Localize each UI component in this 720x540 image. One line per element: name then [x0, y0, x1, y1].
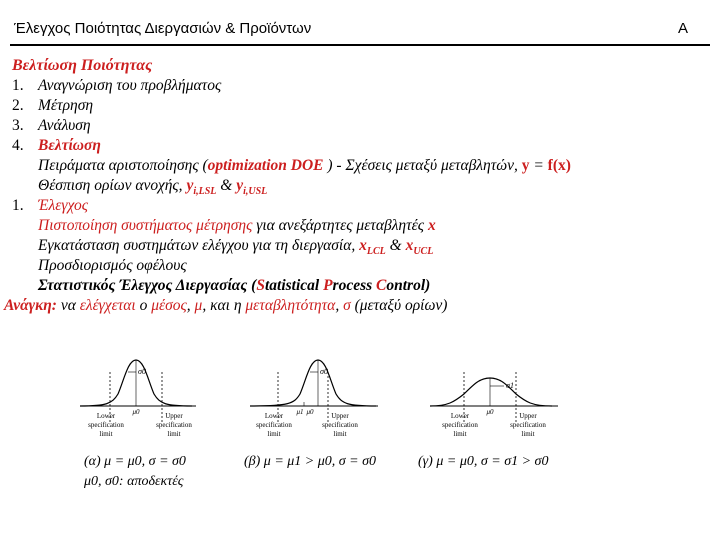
text-fragment: optimization DOE	[207, 157, 324, 174]
sigma-label: σ1	[506, 381, 514, 390]
upper-label: Upper	[331, 412, 349, 420]
caption-acceptable: μ0, σ0: αποδεκτές	[84, 474, 184, 489]
header-letter: A	[677, 20, 688, 37]
text-fragment: ontrol)	[386, 277, 431, 294]
limit-label: limit	[333, 430, 347, 438]
spec-label: specification	[322, 421, 358, 429]
text-fragment: UCL	[413, 246, 434, 258]
figure-b-distribution	[248, 352, 408, 450]
slide-header	[0, 0, 720, 46]
text-fragment: να	[56, 297, 80, 314]
list-item-4	[12, 136, 712, 156]
figure-a-distribution	[78, 352, 238, 450]
spec-label: specification	[510, 421, 546, 429]
limit-label: limit	[267, 430, 281, 438]
text-fragment: &	[385, 237, 406, 254]
text-fragment: μέσος	[151, 297, 187, 314]
text-fragment: x	[359, 237, 367, 254]
text-fragment: σ	[343, 297, 351, 314]
list-item-5	[12, 196, 712, 216]
text-fragment: x	[405, 237, 414, 254]
text-fragment: Στατιστικός Έλεγχος Διεργασίας (	[38, 277, 257, 294]
sub-item-tolerance	[12, 176, 712, 196]
distribution-figures	[78, 352, 590, 452]
mu-label: μ0	[132, 408, 140, 416]
normal-curve	[430, 378, 552, 406]
list-text: Βελτίωση	[38, 137, 101, 154]
limit-label: limit	[167, 430, 181, 438]
text-fragment: y	[236, 177, 244, 194]
upper-label: Upper	[519, 412, 537, 420]
text-fragment: ελέγχεται	[79, 297, 136, 314]
text-fragment: i,LSL	[193, 186, 217, 198]
caption-c: (γ) μ = μ0, σ = σ1 > σ0	[418, 454, 549, 469]
text-fragment: ,	[186, 297, 195, 314]
text-fragment: P	[323, 277, 333, 294]
list-text: Μέτρηση	[38, 97, 94, 114]
list-item-2	[12, 96, 712, 116]
normal-curve	[250, 360, 376, 406]
limit-label: limit	[521, 430, 535, 438]
sub-item-optimization	[12, 156, 712, 176]
text-fragment: LCL	[366, 246, 386, 258]
text-fragment: Πειράματα αριστοποίησης (	[38, 157, 208, 174]
caption-a: (α) μ = μ0, σ = σ0	[84, 454, 186, 469]
sub-item-spc	[12, 276, 712, 296]
text-fragment: (μεταξύ ορίων)	[350, 297, 448, 314]
list-number: 1.	[12, 197, 24, 214]
text-fragment: i,USL	[243, 186, 268, 198]
sigma-label: σ0	[320, 367, 328, 376]
text-fragment: tatistical	[264, 277, 324, 294]
list-number: 4.	[12, 137, 24, 154]
figure-c-distribution	[428, 352, 588, 450]
text-fragment: μεταβλητότητα	[245, 297, 336, 314]
limit-label: limit	[99, 430, 113, 438]
lower-label: Lower	[264, 412, 284, 420]
lower-label: Lower	[96, 412, 116, 420]
mu0-label: μ0	[306, 408, 314, 416]
spec-label: specification	[88, 421, 124, 429]
caption-b: (β) μ = μ1 > μ0, σ = σ0	[244, 454, 377, 469]
sub-item-control-systems	[12, 236, 712, 256]
header-title: Έλεγχος Ποιότητας Διεργασιών & Προϊόντων	[14, 20, 312, 37]
text-fragment: x	[427, 217, 436, 234]
text-fragment: Πιστοποίηση συστήματος μέτρησης	[38, 217, 253, 234]
text-fragment: rocess	[332, 277, 377, 294]
mu1-label: μ1	[296, 408, 304, 416]
text-fragment: S	[256, 277, 265, 294]
sigma-label: σ0	[138, 367, 146, 376]
sub-item-benefit	[12, 256, 712, 276]
text-fragment: Προσδιορισμός οφέλους	[38, 257, 187, 274]
text-fragment: ,	[335, 297, 344, 314]
sub-item-measurement	[12, 216, 712, 236]
need-statement	[4, 296, 712, 316]
list-item-3	[12, 116, 712, 136]
text-fragment: για ανεξάρτητες μεταβλητές	[252, 217, 428, 234]
list-text: Έλεγχος	[38, 197, 88, 214]
text-fragment: &	[216, 177, 237, 194]
text-fragment: Εγκατάσταση συστημάτων ελέγχου για τη διεργασία,	[38, 237, 360, 254]
limit-label: limit	[453, 430, 467, 438]
spec-label: specification	[442, 421, 478, 429]
text-fragment: ο	[135, 297, 152, 314]
text-fragment: Θέσπιση ορίων ανοχής,	[38, 177, 187, 194]
list-text: Ανάλυση	[38, 117, 91, 134]
section-title: Βελτίωση Ποιότητας	[12, 57, 153, 74]
slide-content	[4, 56, 712, 316]
list-number: 1.	[12, 77, 24, 94]
mu-label: μ0	[486, 408, 494, 416]
text-fragment: μ	[194, 297, 203, 314]
lower-label: Lower	[450, 412, 470, 420]
text-fragment: y	[186, 177, 194, 194]
spec-label: specification	[256, 421, 292, 429]
text-fragment: ) - Σχέσεις μεταξύ μεταβλητών,	[323, 157, 522, 174]
text-fragment: , και η	[202, 297, 246, 314]
text-fragment: f(x)	[547, 157, 571, 174]
list-item-1	[12, 76, 712, 96]
text-fragment: Ανάγκη:	[4, 297, 57, 314]
upper-label: Upper	[165, 412, 183, 420]
list-text: Αναγνώριση του προβλήματος	[38, 77, 222, 94]
list-number: 2.	[12, 97, 24, 114]
header-divider	[10, 44, 710, 46]
text-fragment: C	[376, 277, 387, 294]
spec-label: specification	[156, 421, 192, 429]
list-number: 3.	[12, 117, 24, 134]
text-fragment: y	[521, 157, 530, 174]
text-fragment: =	[529, 157, 548, 174]
